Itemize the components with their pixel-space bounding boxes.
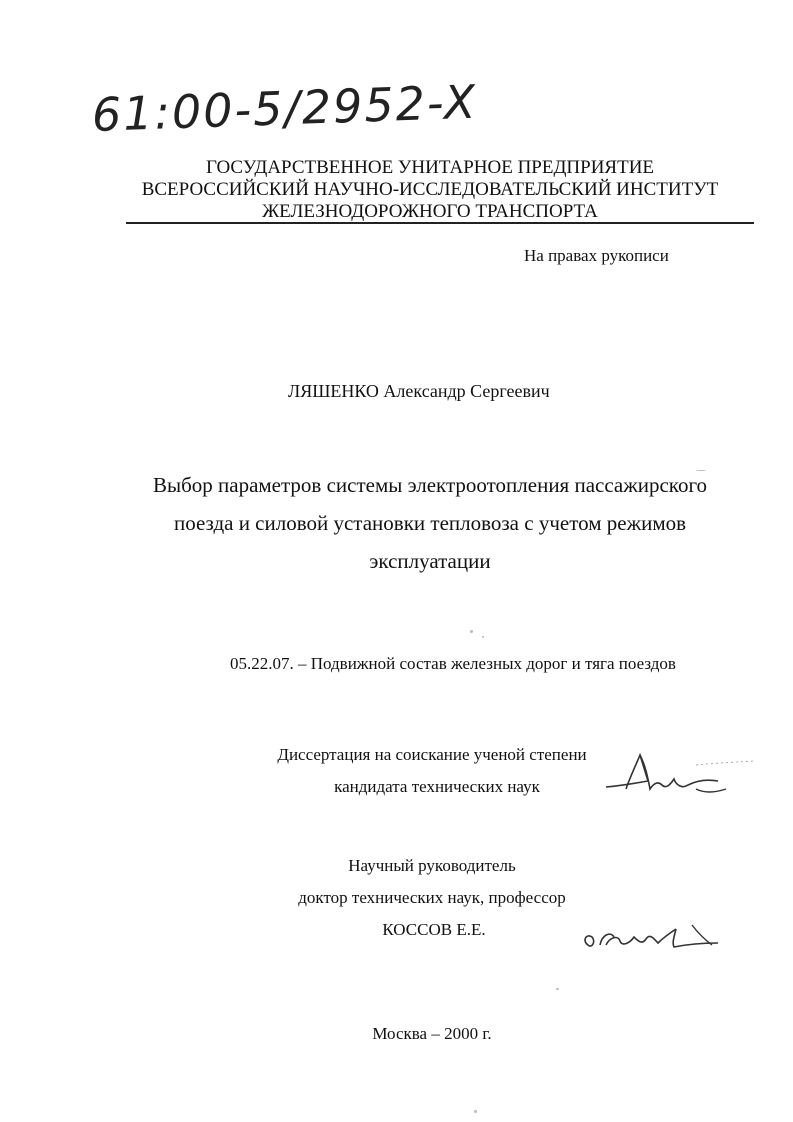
header-rule [126,222,754,224]
dissertation-line-2: кандидата технических наук [334,777,540,796]
scan-speck [482,636,484,638]
supervisor-label: Научный руководитель [348,856,516,875]
title-line-2: поезда и силовой установки тепловоза с учетом режимов [173,511,687,535]
place-year: Москва – 2000 г. [372,1024,492,1043]
organization-line-3: ЖЕЛЕЗНОДОРОЖНОГО ТРАНСПОРТА [262,201,598,222]
title-line-3: эксплуатации [369,549,491,573]
scan-speck [470,630,473,633]
author-name: ЛЯШЕНКО Александр Сергеевич [288,381,550,401]
supervisor-name: КОССОВ Е.Е. [382,920,486,939]
supervisor-signature [580,915,730,960]
dissertation-line-1: Диссертация на соискание ученой степени [277,745,587,764]
handwritten-code: 61:00-5/2952-X [91,74,479,142]
supervisor-degree: доктор технических наук, профессор [298,888,566,907]
manuscript-note: На правах рукописи [524,246,669,265]
organization-line-2: ВСЕРОССИЙСКИЙ НАУЧНО-ИССЛЕДОВАТЕЛЬСКИЙ ИНСТИТУТ [141,179,719,200]
organization-line-1: ГОСУДАРСТВЕННОЕ УНИТАРНОЕ ПРЕДПРИЯТИЕ [205,157,655,178]
scan-speck [556,988,559,990]
title-line-1: Выбор параметров системы электроотопления пассажирского [152,473,708,497]
scan-speck [474,1110,477,1113]
author-signature [596,745,756,805]
specialty-code: 05.22.07. – Подвижной состав железных дорог и тяга поездов [230,654,676,673]
scan-speck [696,470,706,471]
